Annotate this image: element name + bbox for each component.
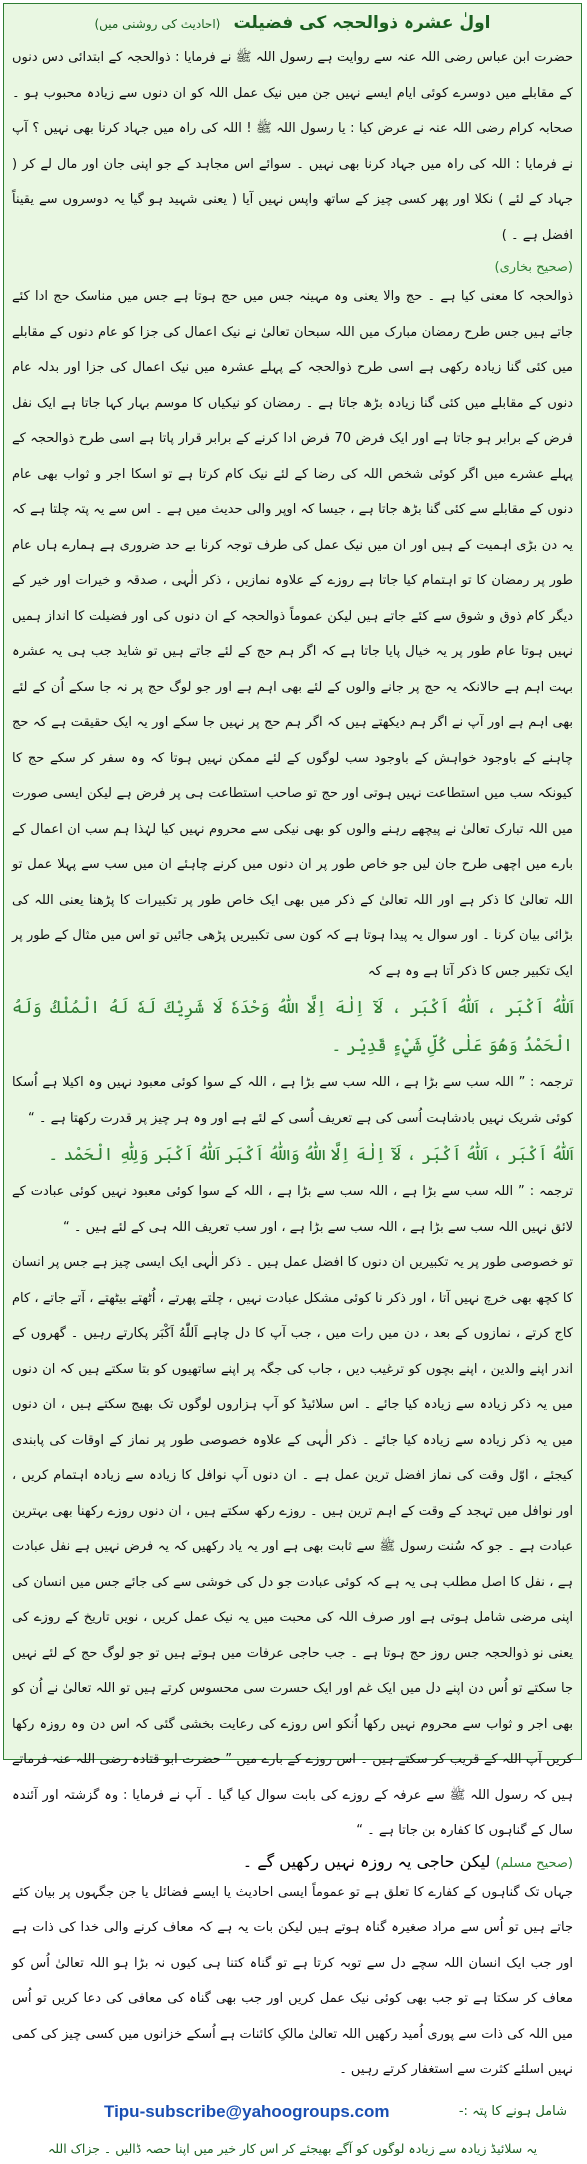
- body-paragraph-3: جہاں تک گناہوں کے کفارے کا تعلق ہے تو عموماً ایسی احادیث یا ایسے فضائل یا جن جگہوں پر بیان کئے جاتے ہیں تو اُس سے مراد صغیرہ گناہ ہوتے ہیں لیکن بات یہ ہے کہ معاف کرنے والی خدا کی ذات ہے اور جب ایک انسان اللہ سچے دل سے توبہ کرتا ہے تو گناہ کتنا ہی کیوں نہ بڑا ہو اللہ تعالیٰ اُس کو معاف کر سکتا ہے تو جب بھی کوئی نیک عمل کریں اور جب بھی گناہ کی معافی کی دعا کریں تو اُس میں اللہ کی ذات سے پوری اُمید رکھیں اللہ تعالیٰ مالکِ کائنات ہے اُسکے خزانوں میں کسی چیز کی کمی نہیں اسلئے کثرت سے استغفار کرتے رہیں ۔: [12, 1884, 573, 2077]
- ref-bukhari: (صحیح بخاری): [494, 260, 573, 275]
- content-area: [12, 10, 573, 2156]
- subscribe-email-link[interactable]: Tipu-subscribe@yahoogroups.com: [104, 2101, 390, 2121]
- footer-note: یہ سلائیڈ زیادہ سے زیادہ لوگوں کو آگے بھیجئے کر اس کار خیر میں اپنا حصہ ڈالیں ۔ جزاک اللہ: [47, 2140, 538, 2156]
- page-subtitle: (احادیث کی روشنی میں): [94, 17, 221, 31]
- page-frame: [3, 3, 582, 2156]
- takbir-arabic-1: اَللّٰهُ اَكْبَر ، اَللّٰهُ اَكْبَر ، لَآ اِلٰهَ اِلَّا اللّٰهُ وَحْدَهٗ لَا شَرِيْكَ لَهٗ لَهُ الْمُلْكُ وَلَهُ الْحَمْدُ وَهُوَ عَلٰى كُلِّ شَيْءٍ قَدِيْر ۔: [12, 998, 573, 1056]
- join-label: شامل ہونے کا پتہ :-: [458, 2103, 567, 2119]
- hadith-paragraph: حضرت ابن عباس رضی اللہ عنہ سے روایت ہے رسول اللہ ﷺ نے فرمایا : ذوالحجہ کے ابتدائی دس دنوں کے مقابلے میں دوسرے کوئی ایام ایسے نہیں جن میں نیک عمل اللہ کو ان دنوں سے زیادہ محبوب ہو ۔ صحابہ کرام رضی اللہ عنہ نے عرض کیا : یا رسول اللہ ﷺ ! اللہ کی راہ میں جہاد کرنا بھی نہیں ؟ آپ نے فرمایا : اللہ کی راہ میں جہاد کرنا بھی نہیں ۔ سوائے اس مجاہد کے جو اپنی جان اور مال لے کر ( جہاد کے لئے ) نکلا اور پھر کسی چیز کے ساتھ واپس نہیں آیا ( یعنی شہید ہو گیا یہ دوسروں سے یقیناً افضل ہے ۔ ): [12, 50, 573, 243]
- takbir-arabic-2: اَللّٰهُ اَكْبَر ، اَللّٰهُ اَكْبَر ، لَآ اِلٰهَ اِلَّا اللّٰهُ وَاللّٰهُ اَكْبَر اَللّٰهُ اَكْبَر وَلِلّٰهِ الْحَمْد ۔: [48, 1145, 573, 1165]
- body-paragraph-1: ذوالحجہ کا معنی کیا ہے ۔ حج والا یعنی وہ مہینہ جس میں حج ہوتا ہے جس میں مناسک حج ادا کئے جاتے ہیں جس طرح رمضان مبارک میں اللہ سبحان تعالیٰ نے نیک اعمال کی جزا کو عام دنوں کے مقابلے میں کئی گنا زیادہ رکھی ہے اسی طرح ذوالحجہ کے پہلے عشرہ میں نیک اعمال کی جزا اور بدلہ عام دنوں کے مقابلے میں کئی گنا زیادہ بڑھ جاتا ہے ۔ رمضان کو نیکیاں کا موسم بہار کہا جاتا ہے ایک نفل فرض کے برابر ہو جاتا ہے اور ایک فرض 70 فرض ادا کرنے کے برابر قرار پاتا ہے اسی طرح ذوالحجہ کے پہلے عشرے میں اگر کوئی شخص اللہ کی رضا کے لئے نیک کام کرتا ہے تو اسکا اجر و ثواب بھی عام دنوں کے مقابلے سے کئی گنا بڑھ جاتا ہے ، جیسا کہ اوپر والی حدیث میں ہے ۔ اس سے یہ پتہ چلتا ہے کہ یہ دن بڑی اہمیت کے ہیں اور ان میں نیک عمل کی طرف توجہ کرنا بے حد ضروری ہے ہمارے ہاں عام طور پر رمضان کا تو اہتمام کیا جاتا ہے روزے کے علاوہ نمازیں ، ذکر الٰہی ، صدقہ و خیرات اور خیر کے دیگر کام ذوق و شوق سے کئے جاتے ہیں لیکن عموماً ذوالحجہ کے ان دنوں کی اور فضیلت کا انداز ہمیں نہیں ہوتا عام طور پر یہ خیال پایا جاتا ہے کہ اگر ہم حج کے لئے جاتے ہیں تو شاید جب ہی یہ عشرہ بہت اہم ہے حالانکہ یہ حج پر جانے والوں کے لئے بھی اہم ہے اور جو لوگ حج پر نہ جا سکے اُن کے لئے بھی اہم ہے اور آپ نے اگر ہم دیکھتے ہیں کہ اگر ہم حج پر نہیں جا سکے اور یہ ایک حقیقت ہے کہ حج چاہنے کے باوجود خواہش کے باوجود سب لوگوں کے لئے ممکن نہیں ہوتا کہ وہ سفر کر سکے حج کا کیونکہ سب میں استطاعت نہیں ہوتی اور حج تو صاحب استطاعت ہی پر فرض ہے لیکن ایسی صورت میں اللہ تبارک تعالیٰ نے پیچھے رہنے والوں کو بھی نیکی سے محروم نہیں کیا لہٰذا ہم سب ان اعمال کے بارے میں اچھی طرح جان لیں جو خاص طور پر ان دنوں میں کرنے چاہئے ان میں سب سے پہلا عمل تو اللہ تعالیٰ کا ذکر ہے اور اللہ تعالیٰ کے ذکر میں بھی ایک خاص طور پر تکبیرات کا پڑھنا یعنی اللہ کی بڑائی بیان کرنا ۔ اور سوال یہ پیدا ہوتا ہے کہ کون سی تکبیریں پڑھی جائیں تو اس میں مثال کے طور پر ایک تکبیر جس کا ذکر آتا ہے وہ ہے کہ: [12, 289, 573, 979]
- translation-2: ترجمہ : ” اللہ سب سے بڑا ہے ، اللہ سب سے بڑا ہے ، اللہ کے سوا کوئی معبود نہیں کوئی عبادت کے لائق نہیں اللہ سب سے بڑا ہے ، اللہ سب سے بڑا ہے ، اور سب تعریف اللہ ہی کے لئے ہیں ۔ “: [12, 1184, 573, 1235]
- page-title: اولٰ عشرہ ذوالحجہ کی فضیلت: [233, 13, 491, 33]
- ref-muslim-tail: لیکن حاجی یہ روزہ نہیں رکھیں گے ۔: [242, 1851, 491, 1871]
- ref-bukhari-line: [12, 253, 573, 279]
- body-paragraph-2: تو خصوصی طور پر یہ تکبیریں ان دنوں کا افضل عمل ہیں ۔ ذکر الٰہی ایک ایسی چیز ہے جس پر انسان کا کچھ بھی خرچ نہیں آتا ، اور ذکر نا کوئی مشکل عبادت نہیں ، چلتے پھرتے ، اُٹھتے بیٹھتے ، آتے جاتے ، کام کاج کرتے ، نمازوں کے بعد ، دن میں رات میں ، جب آپ کا دل چاہے اَللّٰهُ اَكْبَر پکارتے رہیں ۔ گھروں کے اندر اپنے والدین ، اپنے بچوں کو ترغیب دیں ، جاب کی جگہ پر اپنے ساتھیوں کو بتا سکتے ہیں کہ ان دنوں میں یہ ذکر زیادہ سے زیادہ کیا جائے ۔ اس سلائیڈ کو آپ ہزاروں لوگوں تک بھیج سکتے ہیں ، ان دنوں میں یہ ذکر زیادہ سے زیادہ کیا جائے ۔ ذکر الٰہی کے علاوہ خصوصی طور پر نماز کے اوقات کی پابندی کیجئے ، اوّل وقت کی نماز افضل ترین عمل ہے ۔ ان دنوں آپ نوافل کا زیادہ سے زیادہ اہتمام کریں ، اور نوافل میں تہجد کے وقت کے اہم ترین ہیں ۔ روزے رکھ سکتے ہیں ، ان دنوں روزے رکھنا بھی بہترین عبادت ہے ۔ جو کہ سُنت رسول ﷺ سے ثابت بھی ہے اور یہ یاد رکھیں کہ یہ فرض نہیں ہے نفل عبادت ہے ، نفل کا اصل مطلب ہی یہ ہے کہ کوئی عبادت جو دل کی خوشی سے کی جائے جس میں انسان کی اپنی مرضی شامل ہوتی ہے اور صرف اللہ کی محبت میں یہ نیک عمل کریں ، نویں تاریخ کے روزے کی یعنی نو ذوالحجہ جس روز حج ہوتا ہے ۔ جب حاجی عرفات میں ہوتے ہیں تو جو لوگ حج کے لئے نہیں جا سکتے تو اُس دن اپنے دل میں ایک غم اور ایک حسرت سی محسوس کرتے ہیں تو اللہ تعالیٰ نے اُن کو بھی اجر و ثواب سے محروم نہیں رکھا اُنکو اس روزے کی رعایت بخشی گئی کہ اس دن وہ روزہ رکھا کریں آپ اللہ کے قریب کر سکتے ہیں ۔ اس روزے کے بارے میں ” حضرت ابو قتادہ رضی اللہ عنہ فرماتے ہیں کہ رسول اللہ ﷺ سے عرفہ کے روزے کی بابت سوال کیا گیا ۔ آپ نے فرمایا : وہ گزشتہ اور آئندہ سال کے گناہوں کا کفارہ بن جاتا ہے ۔ “: [12, 1255, 573, 1838]
- ref-muslim: (صحیح مسلم): [495, 1855, 573, 1871]
- ref-muslim-line: [12, 1849, 573, 1875]
- translation-1: ترجمہ : ” اللہ سب سے بڑا ہے ، اللہ سب سے بڑا ہے ، اللہ کے سوا کوئی معبود نہیں وہ اکیلا ہے اُسکا کوئی شریک نہیں بادشاہت اُسی کی ہے تعریف اُسی کے لئے ہے اور وہ ہر چیز پر قدرت رکھتا ہے ۔ “: [12, 1075, 573, 1126]
- subscribe-row: [12, 2094, 573, 2134]
- title-row: [12, 12, 573, 40]
